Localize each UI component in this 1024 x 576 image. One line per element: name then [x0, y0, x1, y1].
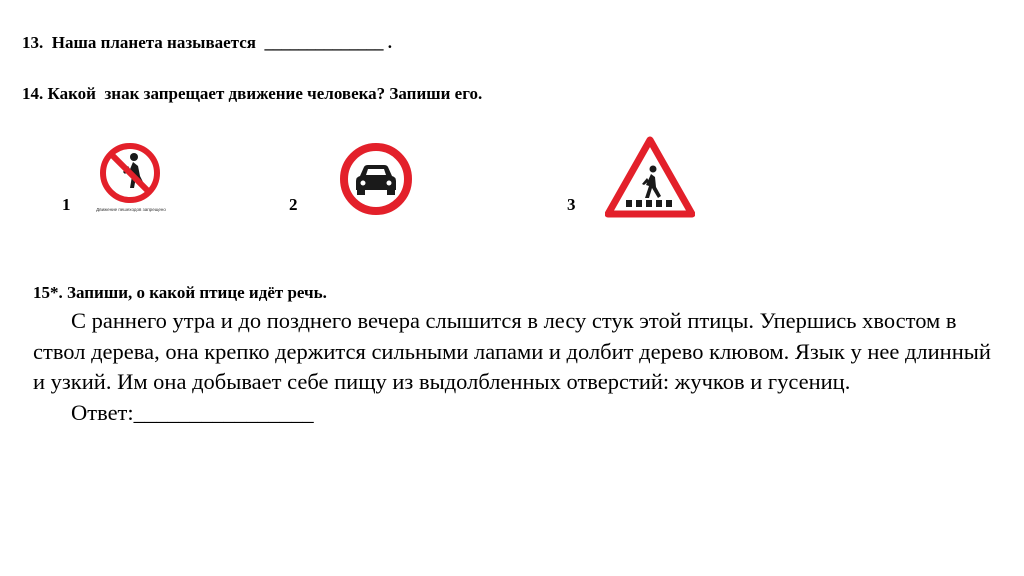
sign-1-caption: Движение пешеходов запрещено	[96, 207, 166, 212]
sign-1-number: 1	[62, 195, 71, 214]
question-15-title: 15*. Запиши, о какой птице идёт речь.	[33, 283, 327, 302]
sign-3-number: 3	[567, 195, 576, 214]
question-13: 13. Наша планета называется ______________ .	[22, 33, 392, 52]
bird-description: С раннего утра и до позднего вечера слышится в лесу стук этой птицы. Упершись хвостом в ствол дерева, она крепко держится сильными лапами и долбит дерево клювом. Язык у нее длинный и узкий. Им она добывает себе пищу из выдолбленных отверстий: жучков и гусениц.	[33, 308, 991, 394]
no-pedestrians-sign-icon[interactable]	[94, 140, 170, 218]
no-motor-vehicles-sign-icon[interactable]	[336, 142, 416, 218]
question-14: 14. Какой знак запрещает движение человека? Запиши его.	[22, 84, 483, 103]
answer-line[interactable]: Ответ:________________	[71, 399, 314, 425]
question-15-body	[33, 306, 993, 428]
pedestrian-crossing-warning-sign-icon[interactable]	[605, 136, 695, 218]
sign-2-number: 2	[289, 195, 298, 214]
